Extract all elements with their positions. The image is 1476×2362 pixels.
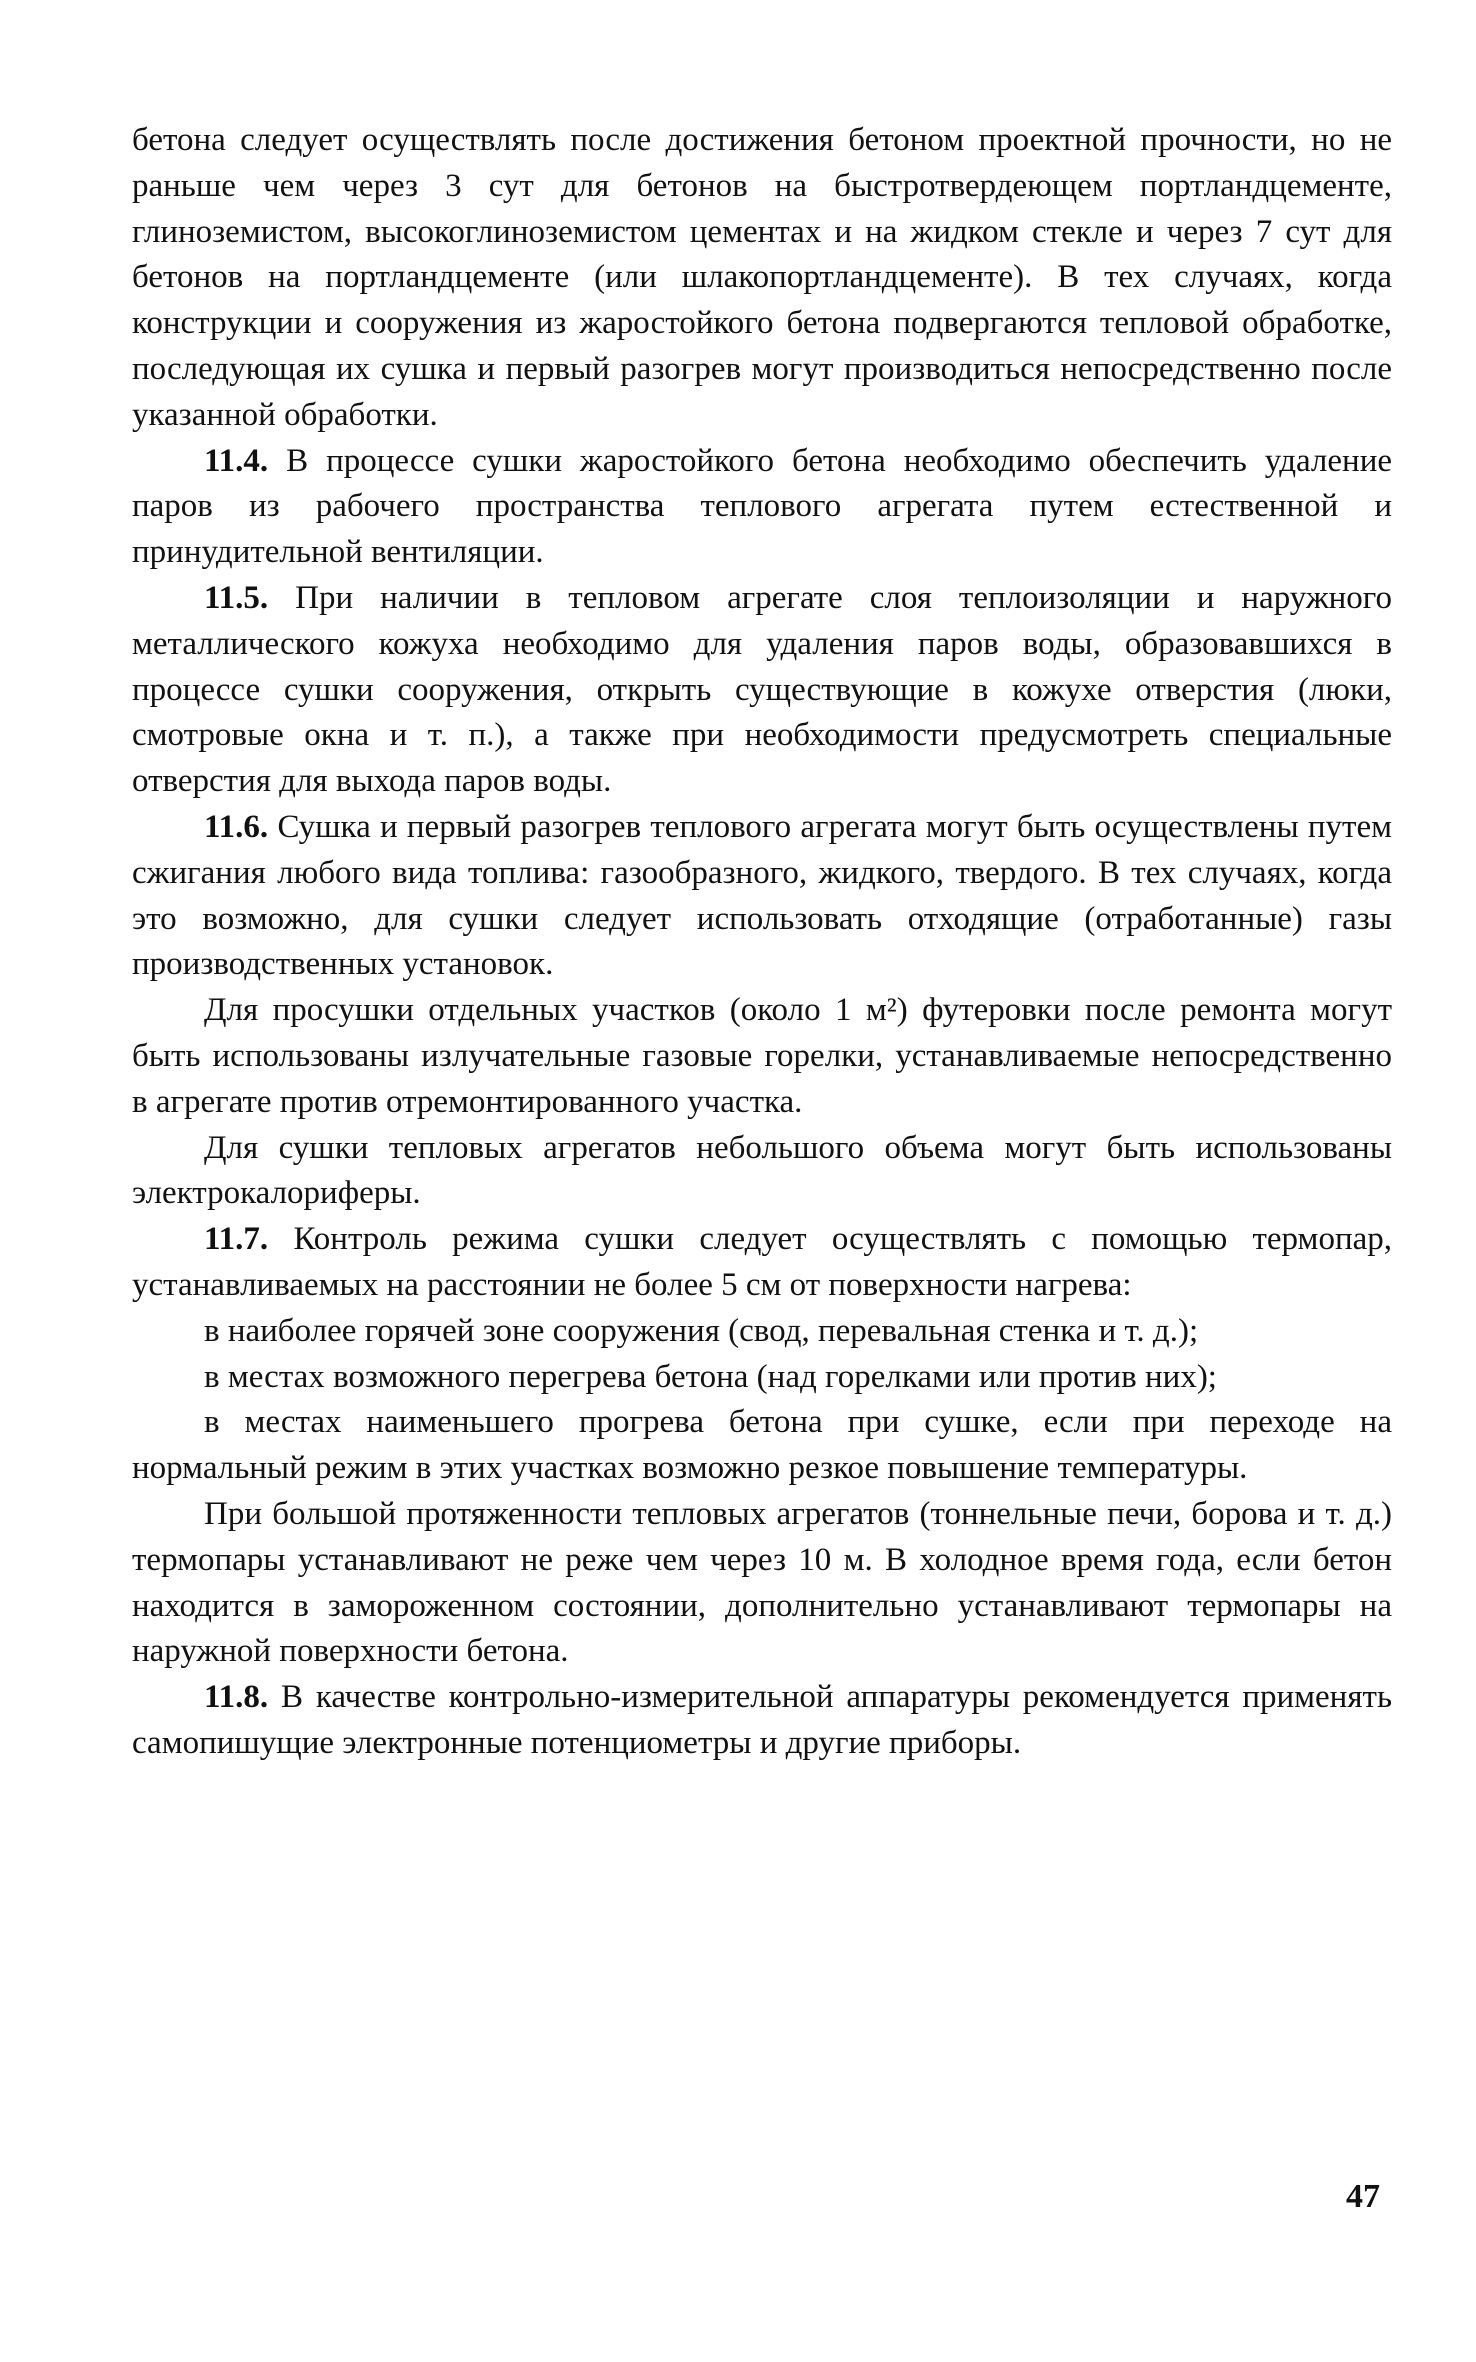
paragraph-11-6 (132, 805, 1392, 988)
paragraph-text: Для просушки отдельных участков (около 1 м²) футеровки после ремонта могут быть использованы излучательные газовые горелки, устанавливаемые непосредственно в агрегате против отремонтированного участка. (132, 992, 1392, 1120)
paragraph-continuation (132, 118, 1392, 439)
paragraph-11-5 (132, 576, 1392, 805)
paragraph-heaters (132, 1126, 1392, 1218)
paragraph-11-8 (132, 1675, 1392, 1767)
paragraph-text: Для сушки тепловых агрегатов небольшого объема могут быть использованы электрокалориферы. (132, 1129, 1392, 1212)
paragraph-11-7 (132, 1217, 1392, 1309)
clause-number: 11.5. (204, 579, 269, 616)
clause-number: 11.7. (204, 1221, 269, 1258)
paragraph-text: Сушка и первый разогрев теплового агрегата могут быть осуществлены путем сжигания любого вида топлива: газообразного, жидкого, твердого. В тех случаях, когда это возможно, для сушки следует использовать отходящие (отработанные) газы производственных установок. (132, 808, 1392, 983)
paragraph-text: В процессе сушки жаростойкого бетона необходимо обеспечить удаление паров из рабочего пространства теплового агрегата путем естественной и принудительной вентиляции. (132, 442, 1392, 571)
list-item-least-heated (132, 1400, 1392, 1492)
clause-number: 11.4. (204, 442, 269, 479)
page-body (132, 118, 1392, 1767)
paragraph-text: В качестве контрольно-измерительной аппаратуры рекомендуется применять самопишущие электронные потенциометры и другие приборы. (132, 1679, 1392, 1761)
list-item-hottest-zone (132, 1309, 1392, 1355)
list-item-overheat (132, 1355, 1392, 1401)
paragraph-text: При большой протяженности тепловых агрегатов (тоннельные печи, борова и т. д.) термопары устанавливают не реже чем через 10 м. В холодное время года, если бетон находится в замороженном состоянии, дополнительно устанавливают термопары на наружной поверхности бетона. (132, 1495, 1392, 1670)
paragraph-11-4 (132, 439, 1392, 576)
paragraph-text: в наиболее горячей зоне сооружения (свод, перевальная стенка и т. д.); (204, 1312, 1199, 1349)
page-number: 47 (1346, 2178, 1380, 2215)
clause-number: 11.8. (204, 1679, 269, 1716)
paragraph-long-units (132, 1492, 1392, 1675)
paragraph-text: в местах наименьшего прогрева бетона при сушке, если при переходе на нормальный режим в этих участках возможно резкое повышение температуры. (132, 1404, 1392, 1487)
clause-number: 11.6. (204, 808, 269, 845)
paragraph-text: Контроль режима сушки следует осуществлять с помощью термопар, устанавливаемых на расстоянии не более 5 см от поверхности нагрева: (132, 1221, 1393, 1303)
paragraph-text: бетона следует осуществлять после достижения бетоном проектной прочности, но не раньше чем через 3 сут для бетонов на быстротвердеющем портландцементе, глиноземистом, высокоглиноземистом цементах и на жидком стекле и через 7 сут для бетонов на портландцементе (или шлакопортландцементе). В тех случаях, когда конструкции и сооружения из жаростойкого бетона подвергаются тепловой обработке, последующая их сушка и первый разогрев могут производиться непосредственно после указанной обработки. (132, 122, 1392, 433)
paragraph-text: в местах возможного перегрева бетона (над горелками или против них); (204, 1358, 1217, 1395)
paragraph-drying-repair (132, 988, 1392, 1125)
paragraph-text: При наличии в тепловом агрегате слоя теплоизоляции и наружного металлического кожуха необходимо для удаления паров воды, образовавшихся в процессе сушки сооружения, открыть существующие в кожухе отверстия (люки, смотровые окна и т. п.), а также при необходимости предусмотреть специальные отверстия для выхода паров воды. (132, 579, 1393, 800)
